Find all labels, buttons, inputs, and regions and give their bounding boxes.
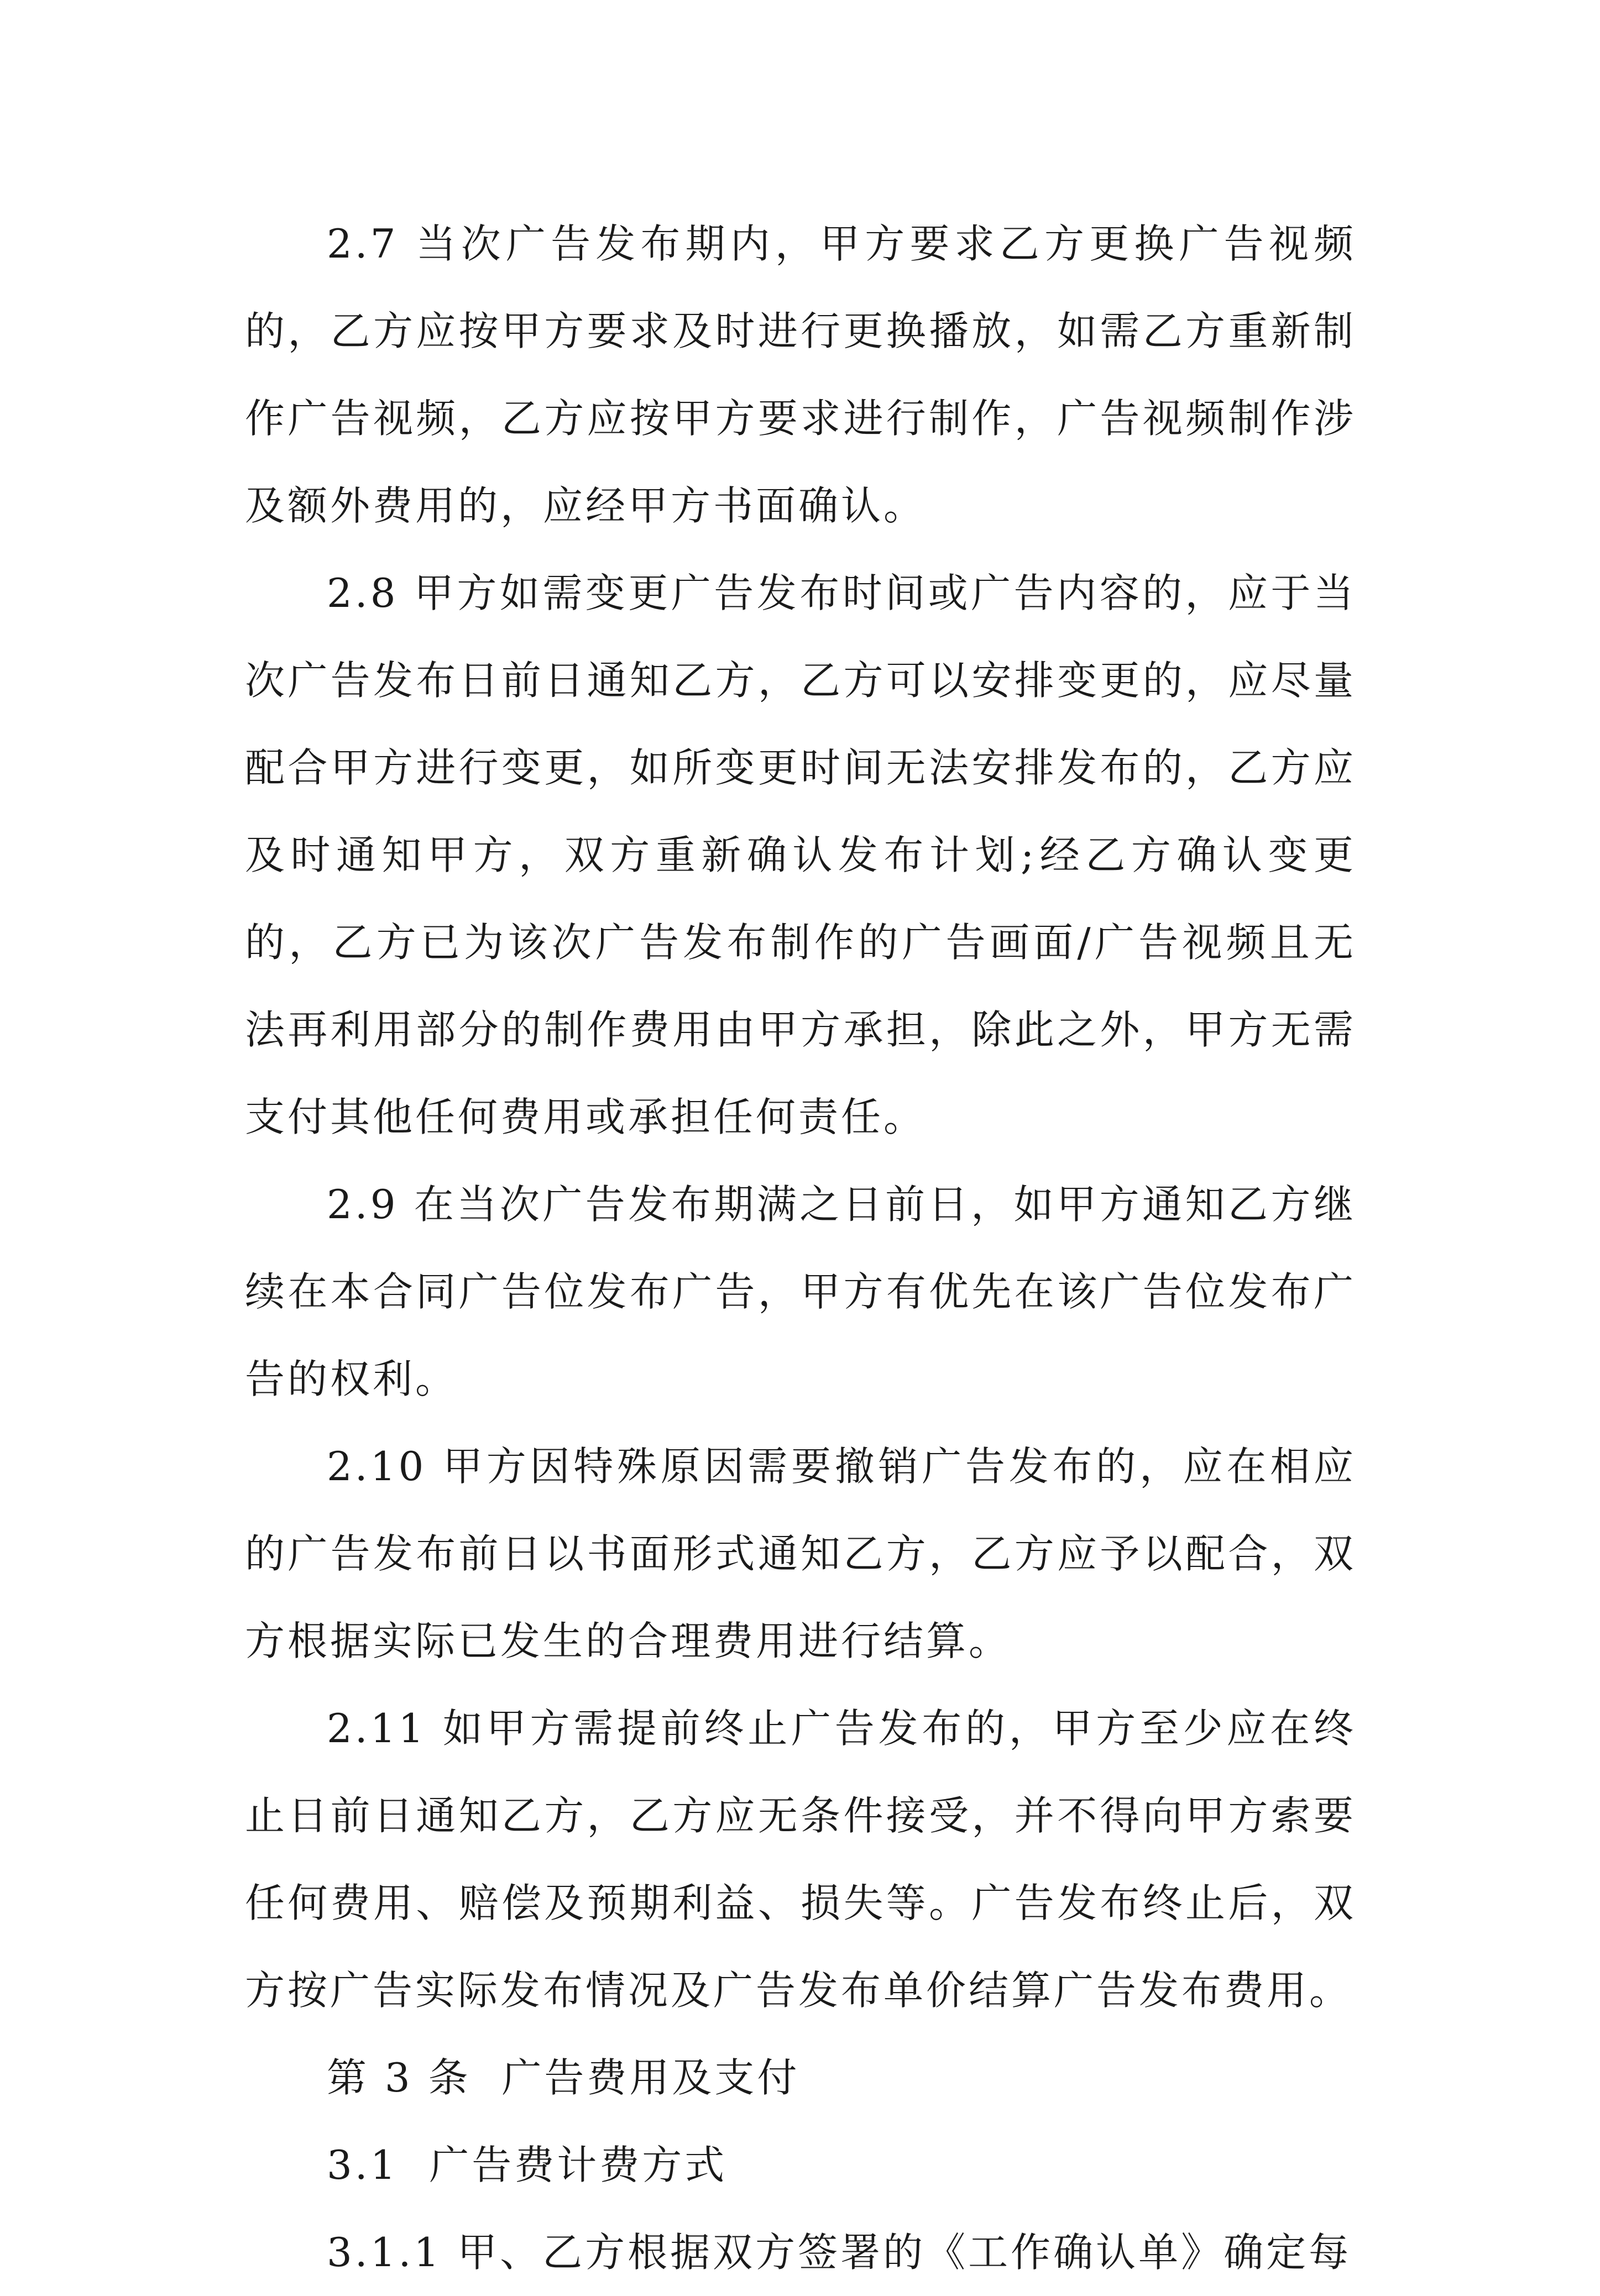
subsection-3-1-heading: 3.1 广告费计费方式 [327, 2142, 728, 2188]
document-body [245, 200, 1356, 2296]
clause-3-1-1: 3.1.1 甲、乙方根据双方签署的《工作确认单》确定每 [327, 2229, 1352, 2276]
clause-2-8: 2.8 甲方如需变更广告发布时间或广告内容的，应于当次广告发布日前日通知乙方，乙方可以安排变更的，应尽量配合甲方进行变更，如所变更时间无法安排发布的，乙方应及时通知甲方，双方重新确认发布计划;经乙方确认变更的，乙方已为该次广告发布制作的广告画面/广告视频且无法再利用部分的制作费用由甲方承担，除此之外，甲方无需支付其他任何费用或承担任何责任。 [245, 570, 1356, 1140]
clause-2-9: 2.9 在当次广告发布期满之日前日，如甲方通知乙方继续在本合同广告位发布广告，甲方有优先在该广告位发布广告的权利。 [245, 1181, 1356, 1402]
clause-2-10: 2.10 甲方因特殊原因需要撤销广告发布的，应在相应的广告发布前日以书面形式通知乙方，乙方应予以配合，双方根据实际已发生的合理费用进行结算。 [245, 1443, 1356, 1664]
section-3-heading: 第 3 条 广告费用及支付 [327, 2054, 800, 2101]
clause-2-11: 2.11 如甲方需提前终止广告发布的，甲方至少应在终止日前日通知乙方，乙方应无条件接受，并不得向甲方索要任何费用、赔偿及预期利益、损失等。广告发布终止后，双方按广告实际发布情况及广告发布单价结算广告发布费用。 [245, 1705, 1356, 2014]
clause-2-7: 2.7 当次广告发布期内，甲方要求乙方更换广告视频的，乙方应按甲方要求及时进行更换播放，如需乙方重新制作广告视频，乙方应按甲方要求进行制作，广告视频制作涉及额外费用的，应经甲方书面确认。 [245, 221, 1356, 529]
